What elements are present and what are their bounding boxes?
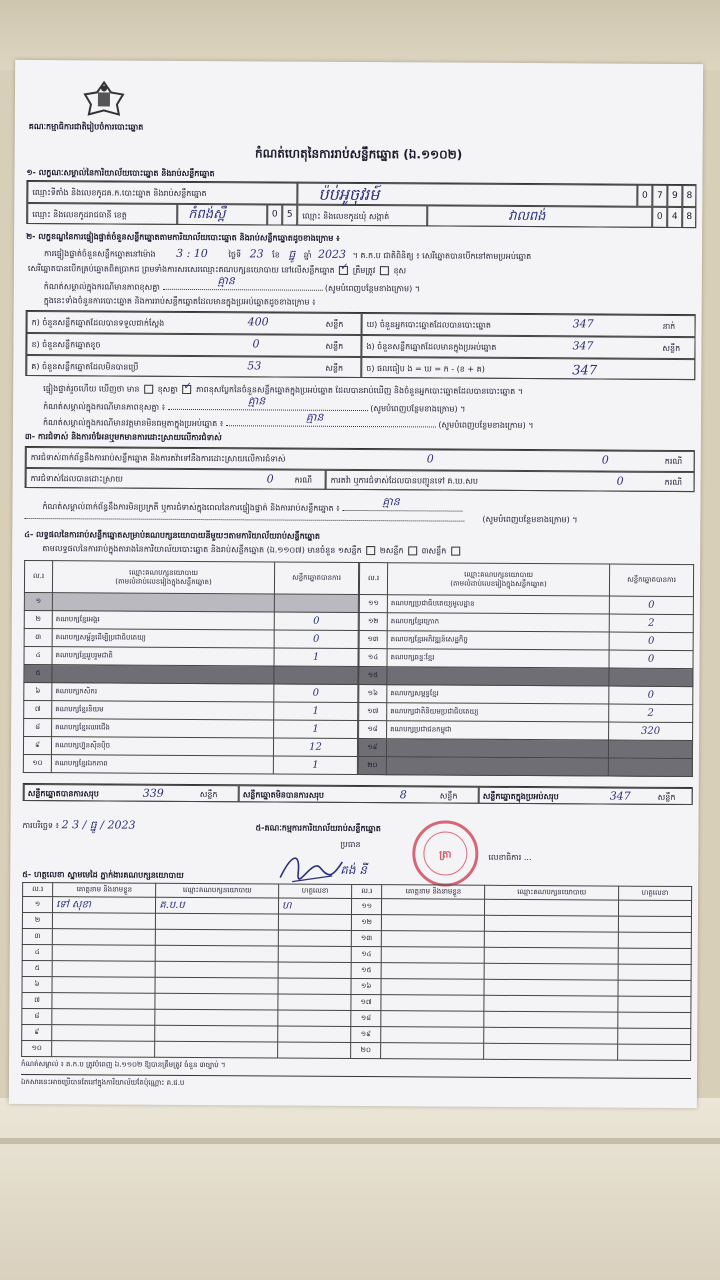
party-number: ១៥ (359, 667, 387, 685)
ballot-check-line: សេរីឆ្នោតបានបើកគ្រប់ឆ្នោតពិតប្រាកដ ព្រមទាំងការសរសេរឈ្មោះគណបក្សនយោបាយ នៅលើសន្លឹកឆ្នោត ✓ ត្រឹមត្រូវ ខុស (27, 261, 407, 276)
agent-name (52, 945, 155, 962)
agent-party (155, 1009, 278, 1026)
party-name (387, 667, 609, 686)
party-number: ១៦ (359, 685, 387, 703)
party-number: ២០ (358, 757, 386, 775)
objection-note: គ្មាន (382, 495, 400, 509)
section4-heading: ៤- លទ្ធផលនៃការរាប់សន្លឹកឆ្នោតសម្រាប់គណបក្សនយោបាយនីមួយៗតាមការិយាល័យរាប់សន្លឹកឆ្នោត (24, 529, 320, 541)
party-number: ១៩ (358, 739, 386, 757)
party-row-right-2 (359, 613, 693, 633)
party-votes: 12 (273, 738, 357, 757)
count-spoiled: 0 (252, 337, 260, 351)
agent-number: ១៦ (351, 978, 381, 994)
agent-name (382, 915, 485, 932)
agent-party (484, 979, 617, 996)
party-row-left-3 (24, 628, 358, 648)
agent-number: ១០ (22, 1040, 52, 1056)
totals-row: សន្លឹកឆ្នោតបានការសរុប 339 សន្លឹក សន្លឹកឆ្នោតមិនបានការសរុប 8 សន្លឹក សន្លឹកឆ្នោតក្នុងប្រអប់សរុប 347 សន្លឹក (23, 783, 693, 805)
count-row-c: គ) ចំនួនសន្លឹកឆ្នោតដែលមិនបានប្រើ 53 សន្លឹក (26, 355, 361, 378)
commune-code-digit-2: 4 (667, 207, 682, 228)
col-header-party: ឈ្មោះគណបក្សនយោបាយ (តាមលំដាប់លេខរៀងក្នុងសន្លឹកឆ្នោត) (387, 563, 609, 596)
secretary-label: លេខាធិការ ... (488, 852, 532, 863)
checkbox-incorrect[interactable] (380, 266, 389, 275)
verification-time: 3 : 10 (176, 246, 208, 261)
party-votes: 2 (609, 614, 693, 633)
party-votes: 0 (609, 686, 693, 705)
agent-party (485, 931, 618, 948)
agent-signature (618, 996, 691, 1012)
party-name (52, 665, 274, 684)
agent-number: ៨ (22, 1008, 52, 1024)
agent-party (484, 995, 617, 1012)
checkbox-discrepancy[interactable] (144, 385, 153, 394)
agent-name (52, 993, 155, 1010)
agent-name (52, 1025, 155, 1042)
objection-note-line: កំណត់សម្គាល់ពាក់ព័ន្ធនឹងការមិនប្រក្រតី ឬការជំទាស់ក្នុងពេលនៃការផ្ទៀងផ្ទាត់ និងការរាប់សន្លឹកឆ្នោត ៖ គ្មាន (42, 500, 462, 515)
station-code-digit-1: 0 (637, 185, 652, 207)
agent-number: ១៧ (351, 994, 381, 1010)
count-unused: 53 (247, 359, 262, 373)
checkbox-2-sheets[interactable] (408, 546, 417, 555)
party-votes (608, 740, 692, 759)
party-row-left-4 (24, 646, 358, 666)
abnormal-note-line: កំណត់សម្គាល់ក្នុងករណីមានវត្តមានមិនធម្មតាក្នុងប្រអប់ឆ្នោត ៖ គ្មាន (សូមបំពេញបន្ថែមខាងក្រោម) ។ (42, 410, 534, 431)
party-votes (274, 594, 358, 613)
signing-date: 2 3 / ធ្នូ / 2023 (61, 818, 136, 832)
checkbox-1-sheet[interactable] (366, 546, 375, 555)
agent-name (382, 899, 485, 916)
agent-number: ១៣ (351, 930, 381, 946)
party-number: ២ (24, 610, 52, 628)
col-header-party: ឈ្មោះគណបក្សនយោបាយ (តាមលំដាប់លេខរៀងក្នុងសន្លឹកឆ្នោត) (52, 561, 274, 594)
section4-subline: តាមលទ្ធផលនៃការរាប់ក្នុងតារាងនៃការិយាល័យបោះឆ្នោត និងរាប់សន្លឹកឆ្នោត (ឯ.១១០៧) មានចំនួន ១សន្លឹក ២សន្លឹក ៣សន្លឹក (42, 544, 462, 557)
agent-name (52, 961, 155, 978)
agent-number: ១១ (352, 898, 382, 914)
commune-code-digit-3: 8 (682, 207, 696, 228)
party-votes: 0 (609, 596, 693, 615)
party-number: ១៧ (359, 703, 387, 721)
party-number: ១២ (359, 613, 387, 631)
section1-row2b-label: ឈ្មោះ និងលេខកូដឃុំ សង្កាត់ (302, 211, 390, 222)
count-received: 400 (247, 315, 269, 329)
objection-row1-label: ការជំទាស់ពាក់ព័ន្ធនឹងការរាប់សន្លឹកឆ្នោត និងការតវ៉ាទៅនឹងការដោះស្រាយលើការជំទាស់ (30, 453, 286, 464)
agent-signature: ហ (278, 898, 351, 914)
ballot-count-table (25, 310, 695, 380)
party-name: គណបក្សខ្មែរឯកភាព (51, 755, 273, 774)
agent-signature (618, 980, 691, 996)
agent-signature (618, 932, 691, 948)
agent-signature (278, 994, 351, 1010)
total-in-box: 347 (609, 789, 631, 803)
station-code-digit-4: 8 (682, 185, 696, 207)
agent-number: ១៨ (351, 1010, 381, 1026)
objection-table: ការជំទាស់ពាក់ព័ន្ធនឹងការរាប់សន្លឹកឆ្នោត និងការតវ៉ាទៅនឹងការដោះស្រាយលើការជំទាស់ 0 0 ករណី ការជំទាស់ដែលបានដោះស្រាយ 0 ករណី ការតវ៉ា ឬការជំទាស់ដែលបានបញ្ជូនទៅ គ.ឃ.សប 0 ករណី (25, 446, 695, 492)
agent-party (156, 913, 279, 930)
party-votes: 320 (609, 722, 693, 741)
section2-heading: ២- លក្ខខណ្ឌនៃការផ្ទៀងផ្ទាត់ចំនួនសន្លឹកឆ្នោតតាមការិយាល័យបោះឆ្នោត និងរាប់សន្លឹកឆ្នោតដូចខាងក្រោម ៖ (26, 231, 340, 243)
section5-heading: ៥- ហត្ថលេខា ស្នាមមេដៃ ភ្នាក់ងារគណបក្សនយោបាយ (22, 869, 184, 880)
party-row-left-7 (24, 700, 358, 720)
party-votes: 1 (273, 756, 357, 775)
party-name: គណបក្សខ្មែរនិយម (52, 701, 274, 720)
party-number: ៣ (24, 628, 52, 646)
province-code-digit-2: 5 (282, 205, 297, 226)
verification-month: ធ្នូ (288, 247, 296, 261)
party-row-right-8 (359, 721, 693, 741)
count-in-box: 347 (572, 339, 594, 353)
party-votes: 1 (274, 720, 358, 739)
agent-name (381, 1043, 484, 1060)
chairman-name: គង់ នី (340, 862, 367, 878)
party-number: ៩ (23, 736, 51, 754)
party-name: គណបក្សសម្ព័ន្ធដើម្បីប្រជាធិបតេយ្យ (52, 629, 274, 648)
objection-row2-label: ការជំទាស់ដែលបានដោះស្រាយ (30, 474, 123, 484)
checkbox-no-discrepancy[interactable]: ✓ (183, 380, 192, 392)
party-row-left-8 (24, 718, 358, 738)
date-line: ការបរិច្ឆេទ ៖ 2 3 / ធ្នូ / 2023 (22, 818, 136, 832)
agent-number: ៧ (22, 992, 52, 1008)
agent-signature-table: ល.រ គោត្តនាម និងនាមខ្លួន ឈ្មោះគណបក្សនយោបាយ ហត្ថលេខា ល.រ គោត្តនាម និងនាមខ្លួន ឈ្មោះគណបក្សនយោបាយ ហត្ថលេខា ១ ទៅ សុខា គ.ប.ប ហ ១១ ២ ១២ ៣ ១៣ ៤ ១៤ ៥ ១៥ ៦ ១៦ ៧ ១៧ ៨ ១៨ ៩ ១៩ ១០ ២០ (21, 882, 692, 1061)
agent-number: ១ (22, 896, 52, 912)
party-votes: 0 (609, 632, 693, 651)
party-votes: 0 (274, 630, 358, 649)
referred-count: 0 (616, 474, 624, 488)
committee-name: គណៈកម្មាធិការជាតិរៀបចំការបោះឆ្នោត (28, 121, 144, 132)
agent-signature (618, 916, 691, 932)
party-number: ៥ (24, 664, 52, 682)
agent-party (155, 993, 278, 1010)
section1-table (26, 180, 696, 228)
party-name (386, 757, 608, 776)
form-title: កំណត់ហេតុនៃការរាប់សន្លឹកឆ្នោត (ឯ.១១០២) (254, 146, 463, 162)
party-name: គណបក្សខ្មែរអភិវឌ្ឍន៍សេដ្ឋកិច្ច (387, 631, 609, 650)
party-row-left-2 (24, 610, 358, 630)
party-row-left-5 (24, 664, 358, 684)
party-row-right-5 (359, 667, 693, 687)
total-valid: 339 (142, 786, 164, 800)
commune-code-digit-1: 0 (652, 207, 667, 228)
objection-note-dotline (24, 518, 464, 522)
checkbox-correct[interactable]: ✓ (340, 261, 349, 273)
chairman-label: ប្រធាន (340, 839, 361, 850)
party-number: ៨ (24, 718, 52, 736)
party-votes (608, 758, 692, 777)
agent-signature (278, 978, 351, 994)
agent-party (155, 977, 278, 994)
party-votes: 0 (609, 650, 693, 669)
party-votes (274, 666, 358, 685)
party-number: ១០ (23, 754, 51, 772)
party-votes: 0 (274, 684, 358, 703)
count-balance: 347 (572, 363, 598, 379)
agent-number: ៤ (22, 944, 52, 960)
party-number: ៧ (24, 700, 52, 718)
party-votes (609, 668, 693, 687)
agent-name (381, 963, 484, 980)
agent-name (52, 977, 155, 994)
objection-note-tail: (សូមបំពេញបន្ថែមខាងក្រោម) ។ (482, 514, 578, 525)
agent-number: ៥ (22, 960, 52, 976)
total-invalid: 8 (399, 788, 407, 802)
party-row-left-10 (23, 754, 357, 774)
agent-name (381, 1027, 484, 1044)
station-code-digit-2: 7 (652, 185, 667, 207)
discrepancy-note-2: គ្មាន (247, 394, 266, 408)
party-number: ១ (24, 592, 52, 610)
agent-name (381, 995, 484, 1012)
committee-signature-heading: ៥-គណៈកម្មការការិយាល័យរាប់សន្លឹកឆ្នោត (255, 823, 381, 834)
agent-signature (618, 964, 691, 980)
checkbox-3-sheets[interactable] (451, 547, 460, 556)
party-name: គណបក្សខ្មែរអង្គរ (52, 611, 274, 630)
verification-year: 2023 (318, 247, 347, 261)
section1-row1-label: ឈ្មោះទីតាំង និងលេខកូដគ.ក.បោះឆ្នោត និងរាប់សន្លឹកឆ្នោត (32, 188, 207, 199)
ballot-count-intro: ក្នុងនេះទាំងចំនួនការបោះឆ្នោត និងការរាប់សន្លឹកឆ្នោតដែលមានក្នុងប្រអប់ឆ្នោតដូចខាងក្រោម ៖ (43, 296, 316, 307)
agent-party (156, 929, 279, 946)
agent-party (485, 915, 618, 932)
agent-party (155, 1041, 278, 1058)
agent-party (485, 947, 618, 964)
results-table-right (358, 562, 694, 777)
discrepancy-note-1: គ្មាន (217, 274, 235, 288)
agent-party (156, 945, 279, 962)
party-number: ៤ (24, 646, 52, 664)
party-row-left-1 (24, 592, 358, 612)
province-code-digit-1: 0 (267, 204, 282, 225)
agent-party (485, 963, 618, 980)
party-votes: 1 (274, 702, 358, 721)
count-voters: 347 (572, 317, 594, 331)
agent-number: ៣ (22, 928, 52, 944)
party-name: គណបក្សឆន្ទៈខ្មែរ (387, 649, 609, 668)
footer-disclaimer: ឯកសារនេះអាចប្រើបានតែនៅក្នុងការិយាល័យតែប៉ុណ្ណោះ គ.ជ.ប (20, 1077, 185, 1087)
agent-party: គ.ប.ប (156, 897, 279, 914)
wall-background-bottom (0, 1098, 720, 1280)
agent-signature (278, 1042, 351, 1058)
party-row-left-6 (24, 682, 358, 702)
discrepancy-check-line: ផ្ទៀងផ្ទាត់រួចហើយ ឃើញថា មាន ខុសគ្នា ✓ ភាពខុសប្លែកនៃចំនួនសន្លឹកឆ្នោតក្នុងប្រអប់ឆ្នោត ដែលបានរាប់ឃើញ និងចំនួនអ្នកបោះឆ្នោតដែលបានបោះឆ្នោត ។ (43, 380, 524, 397)
party-name: គណបក្សជាតិនិយមប្រជាធិបតេយ្យ (387, 703, 609, 722)
objection-count: 0 (426, 452, 434, 466)
agent-name (381, 1011, 484, 1028)
agent-number: ១៤ (351, 946, 381, 962)
agent-number: ១២ (351, 914, 381, 930)
objection-row2-mid: ការតវ៉ា ឬការជំទាស់ដែលបានបញ្ជូនទៅ គ.ឃ.សប (330, 475, 478, 486)
col-header-no: ល.រ (24, 560, 52, 592)
agent-number: ១៥ (351, 962, 381, 978)
verification-day: 23 (249, 247, 264, 261)
abnormal-note: គ្មាន (305, 410, 324, 424)
agent-signature (618, 900, 691, 916)
agent-signature (617, 1044, 690, 1060)
agent-name (52, 913, 155, 930)
discrepancy-note-line-1: កំណត់សម្គាល់ក្នុងករណីមានភាពខុសគ្នា គ្មាន (សូមបំពេញបន្ថែមខាងក្រោម) ។ (43, 274, 421, 294)
section1-heading: ១- លក្ខណៈសម្គាល់នៃការិយាល័យបោះឆ្នោត និងរាប់សន្លឹកឆ្នោត (26, 167, 215, 179)
col-header-no: ល.រ (359, 563, 387, 595)
agent-signature (618, 948, 691, 964)
party-votes: 1 (274, 648, 358, 667)
agent-signature (278, 914, 351, 930)
party-name: គណបក្សហ្វ៊ុនស៊ិនប៉ិច (51, 737, 273, 756)
party-name: គណបក្សកសិករ (52, 683, 274, 702)
agent-party (155, 961, 278, 978)
count-row-d: ឃ) ចំនួនអ្នកបោះឆ្នោតដែលបានបោះឆ្នោត 347 នាក់ (362, 313, 696, 337)
party-row-right-6 (359, 685, 693, 705)
agent-number: ១៩ (351, 1026, 381, 1042)
footer-note: កំណត់សម្គាល់ ៖ គ.ក.ប ត្រូវបំពេញ ឯ.១១០២ ឱ្យបានត្រឹមត្រូវ ចំនួន ៣ច្បាប់ ។ (21, 1059, 226, 1070)
party-number: ១៨ (359, 721, 387, 739)
count-row-a: ក) ចំនួនសន្លឹកឆ្នោតដែលបានទទួលជាក់ស្តែង 400 សន្លឹក (27, 311, 362, 335)
agent-signature (278, 946, 351, 962)
party-row-right-9 (358, 739, 692, 759)
agent-name (52, 1009, 155, 1026)
national-emblem-icon (79, 78, 129, 118)
agent-signature (278, 1010, 351, 1026)
agent-name (381, 979, 484, 996)
objection-appeal-count: 0 (601, 453, 609, 467)
commune-name: វាលពង់ (508, 208, 546, 225)
section3-heading: ៣- ការជំទាស់ និងការចំអែនឬមកមានការដោះស្រាយលើការជំទាស់ (24, 431, 222, 443)
party-name: គណបក្សប្រជាធិបតេយ្យមូលដ្ឋាន (387, 595, 609, 614)
station-code-digit-3: 9 (667, 185, 682, 207)
count-row-b: ខ) ចំនួនសន្លឹកឆ្នោតខូច 0 សន្លឹក (26, 333, 361, 357)
agent-number: ២ (22, 912, 52, 928)
discrepancy-note-line-2: កំណត់សម្គាល់ក្នុងករណីមានភាពខុសគ្នា ៖ គ្មាន (សូមបំពេញបន្ថែមខាងក្រោម) ។ (43, 394, 466, 414)
agent-row (22, 1040, 691, 1060)
party-name (52, 593, 274, 612)
agent-signature (618, 1028, 691, 1044)
agent-name (381, 947, 484, 964)
agent-party (484, 1027, 617, 1044)
col-header-votes: សន្លឹកឆ្នោតបានការ (609, 564, 693, 597)
polling-station-name: ប៉ប់អូចុវរម៍ (318, 184, 380, 205)
party-name: គណបក្សប្រជាជនកម្ពុជា (387, 721, 609, 740)
party-row-right-10 (358, 757, 692, 777)
party-name: គណបក្សខ្មែររួបរួមជាតិ (52, 647, 274, 666)
results-table-left (23, 560, 359, 775)
party-number: ១៤ (359, 649, 387, 667)
party-row-left-9 (23, 736, 357, 756)
section1-row2-label: ឈ្មោះ និងលេខកូដរាជធានី ខេត្ត (32, 210, 127, 220)
agent-name (52, 1041, 155, 1058)
party-votes: 0 (274, 612, 358, 631)
party-row-right-3 (359, 631, 693, 651)
agent-signature (278, 1026, 351, 1042)
party-name: គណបក្សខ្មែរក្រោក (387, 613, 609, 632)
agent-signature (278, 962, 351, 978)
agent-party (155, 1025, 278, 1042)
agent-number: ៩ (22, 1024, 52, 1040)
agent-party (485, 899, 618, 916)
party-name (386, 739, 608, 758)
agent-party (484, 1043, 617, 1060)
agent-number: ៦ (22, 976, 52, 992)
form-sheet (9, 60, 703, 1108)
party-votes: 2 (609, 704, 693, 723)
party-number: ១៣ (359, 631, 387, 649)
agent-party (484, 1011, 617, 1028)
agent-name (52, 929, 155, 946)
agent-number: ២០ (351, 1042, 381, 1058)
party-row-right-7 (359, 703, 693, 723)
col-header-votes: សន្លឹកឆ្នោតបានការ (274, 562, 358, 595)
count-row-f: ច) ផលធៀប ង = ឃ = ក - (ខ + គ) 347 (361, 357, 695, 380)
party-number: ៦ (24, 682, 52, 700)
count-row-e: ង) ចំនួនសន្លឹកឆ្នោតដែលមានក្នុងប្រអប់ឆ្នោត 347 សន្លឹក (361, 335, 695, 359)
agent-name (381, 931, 484, 948)
party-number: ១១ (359, 595, 387, 613)
official-stamp-icon: ត្រា (412, 820, 478, 886)
party-row-right-1 (359, 595, 693, 615)
verification-time-line: ការផ្ទៀងផ្ទាត់ចំនួនសន្លឹកឆ្នោតនៅម៉ោង 3 : 10 ថ្ងៃទី 23 ខែ ធ្នូ ឆ្នាំ 2023 ។ គ.ក.ប ជាតិពិនិត្យ ៖ សេរីឆ្នោតបានបើកនៅតាមប្រអប់ឆ្នោត (43, 246, 532, 262)
agent-signature (618, 1012, 691, 1028)
agent-name: ទៅ សុខា (53, 897, 156, 914)
agent-signature (278, 930, 351, 946)
province-name: កំពង់ស្ពឺ (188, 206, 226, 223)
party-name: គណបក្សខ្មែរឈរជើង (52, 719, 274, 738)
resolved-count: 0 (266, 472, 274, 486)
party-row-right-4 (359, 649, 693, 669)
party-name: គណបក្សសម្ពន្ធខ្មែរ (387, 685, 609, 704)
